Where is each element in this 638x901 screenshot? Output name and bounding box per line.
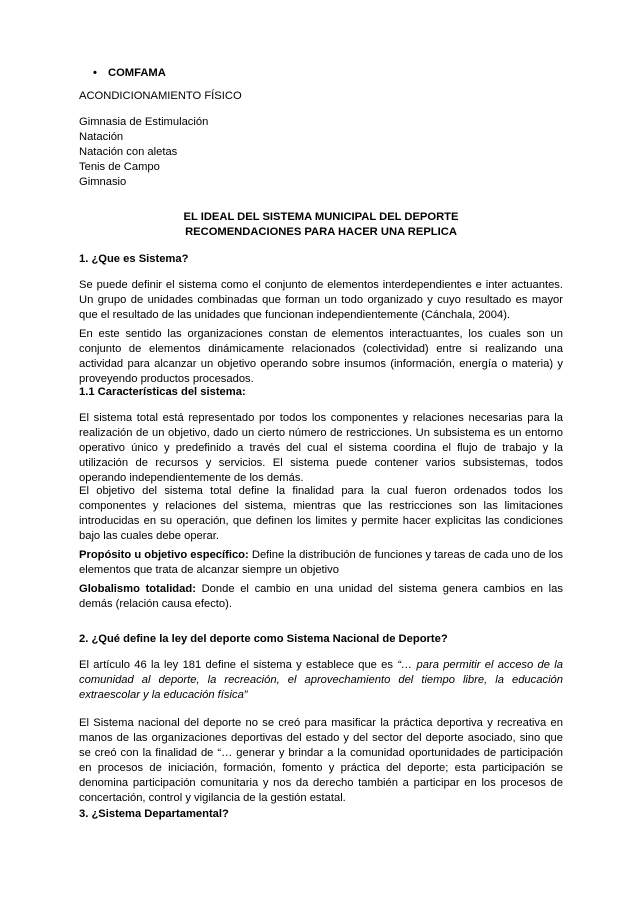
heading-1: 1. ¿Que es Sistema? xyxy=(79,253,189,265)
heading-1-1: 1.1 Características del sistema: xyxy=(79,386,246,398)
activity-item: Natación con aletas xyxy=(79,146,178,158)
term-label: Propósito u objetivo específico: xyxy=(79,549,249,561)
heading-2: 2. ¿Qué define la ley del deporte como Sistema Nacional de Deporte? xyxy=(79,633,448,645)
term-text: Define la distribución de funciones y tareas de cada uno de los elementos que trata de alcanzar siempre un objetivo xyxy=(79,549,563,576)
section-title: ACONDICIONAMIENTO FÍSICO xyxy=(79,90,242,102)
term-text: Donde el cambio en una unidad del sistema genera cambios en las demás (relación causa efecto). xyxy=(79,583,563,610)
title-line-1: EL IDEAL DEL SISTEMA MUNICIPAL DEL DEPORTE xyxy=(183,211,459,223)
bullet-text: COMFAMA xyxy=(108,67,166,79)
paragraph-5 xyxy=(79,548,563,578)
activity-item: Tenis de Campo xyxy=(79,161,160,173)
document-title xyxy=(79,210,563,240)
bullet-item xyxy=(79,66,563,81)
paragraph-4: El objetivo del sistema total define la finalidad para la cual fueron ordenados todos los componentes y relaciones del sistema, mientras que las restricciones son las limitaciones introducidas en su operación, que definen los limites y permite hacer explicitas las condiciones bajo las cuales debe operar. xyxy=(79,485,563,542)
paragraph-1: Se puede definir el sistema como el conjunto de elementos interdependientes e inter actuantes. Un grupo de unidades combinadas que forman un todo organizado y cuyo resultado es mayor que el resultado de las unidades que funcionan independientemente (Cánchala, 2004). xyxy=(79,279,563,321)
activity-item: Gimnasia de Estimulación xyxy=(79,116,209,128)
term-label: Globalismo totalidad: xyxy=(79,583,196,595)
paragraph-7 xyxy=(79,658,563,703)
paragraph-2: En este sentido las organizaciones constan de elementos interactuantes, los cuales son un conjunto de elementos dinámicamente relacionados (colectividad) entre si realizando una actividad para alcanzar un objetivo operando sobre insumos (información, energía o materia) y proveyendo productos procesados. xyxy=(79,328,563,385)
activities-list xyxy=(79,115,563,190)
paragraph-8: El Sistema nacional del deporte no se creó para masificar la práctica deportiva y recreativa en manos de las organizaciones deportivas del estado y del sector del deporte asociado, sino que se creó con la finalidad de “… generar y brindar a la comunidad oportunidades de participación en procesos de iniciación, formación, fomento y práctica del deporte; esta participación se denomina participación comunitaria y nos da derecho también a participar en los procesos de concertación, control y vigilancia de la gestión estatal. xyxy=(79,717,563,804)
title-line-2: RECOMENDACIONES PARA HACER UNA REPLICA xyxy=(185,226,457,238)
activity-item: Natación xyxy=(79,131,124,143)
heading-3: 3. ¿Sistema Departamental? xyxy=(79,808,229,820)
paragraph-7-text: El artículo 46 la ley 181 define el sistema y establece que es xyxy=(79,659,398,671)
bullet-dot: • xyxy=(93,67,97,79)
activity-item: Gimnasio xyxy=(79,176,127,188)
law-quote: “… para permitir el acceso de la comunidad al deporte, la recreación, el aprovechamiento del tiempo libre, la educación extraescolar y la educación física” xyxy=(79,659,563,701)
paragraph-3: El sistema total está representado por todos los componentes y relaciones necesarias para la realización de un objetivo, dado un cierto número de restricciones. Un subsistema es un entorno operativo único y predefinido a través del cual el sistema coordina el flujo de trabajo y la utilización de recursos y servicios. El sistema puede contener varios subsistemas, todos operando independientemente de los demás. xyxy=(79,412,563,484)
paragraph-6 xyxy=(79,582,563,612)
